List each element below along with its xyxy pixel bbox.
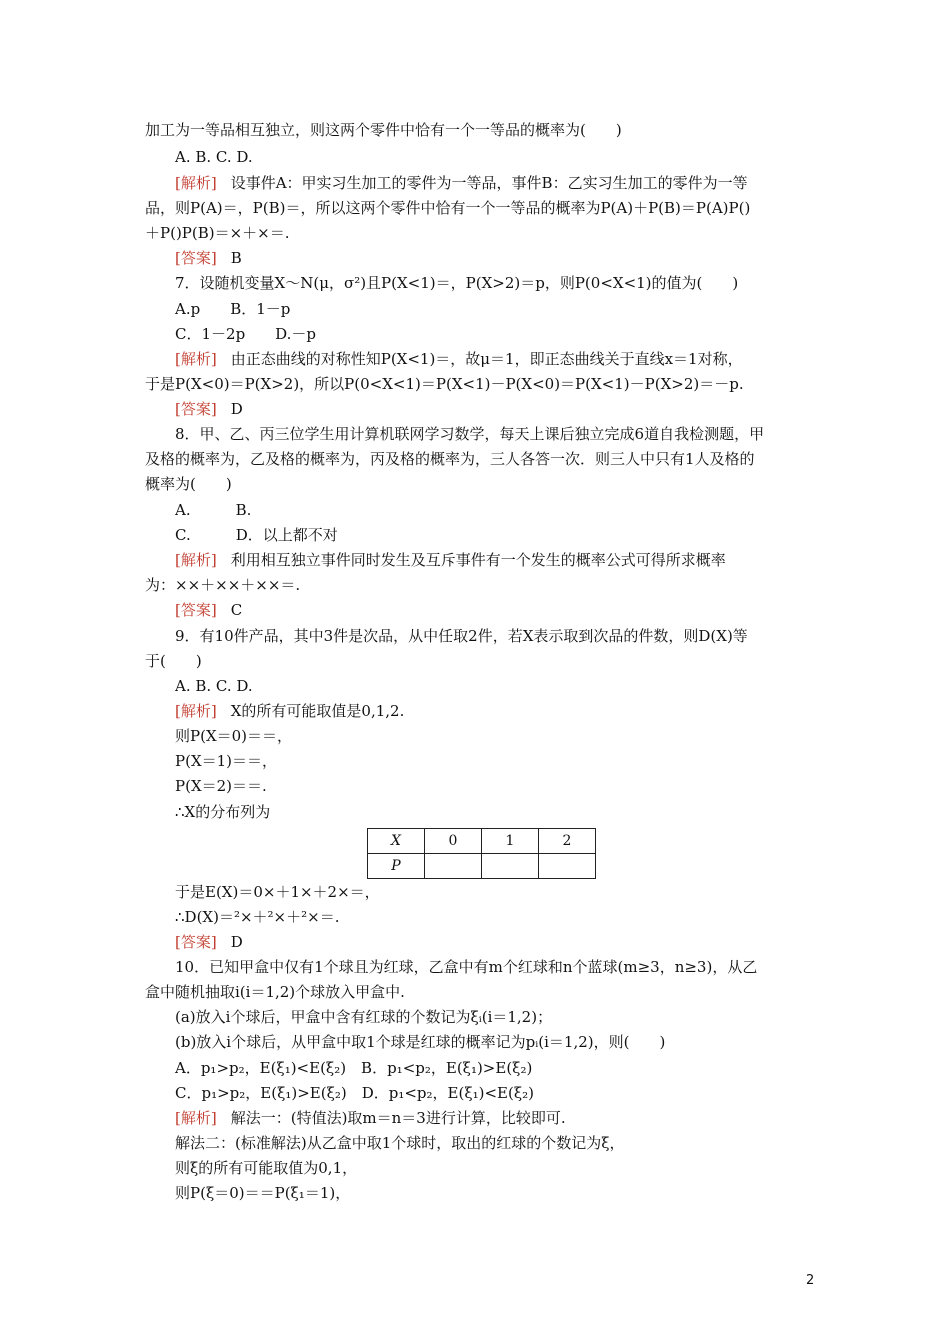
page-number: 2 (806, 1273, 815, 1288)
text-line: P(X＝1)＝＝， (175, 752, 278, 770)
table-row (368, 829, 596, 854)
text-line: 盒中随机抽取i(i＝1,2)个球放入甲盒中. (145, 983, 405, 1001)
text-line: 则ξ的所有可能取值为0,1， (175, 1159, 358, 1177)
answer-line: [答案] B (175, 249, 242, 267)
question-9: 9．有10件产品，其中3件是次品，从中任取2件，若X表示取到次品的件数，则D(X)等 (175, 627, 748, 645)
table-cell: 1 (482, 829, 539, 854)
table-cell: P (368, 854, 425, 879)
options-line: A.p B．1－p (175, 300, 291, 318)
analysis-label: [解析] (175, 350, 217, 368)
text-line: 及格的概率为，乙及格的概率为，丙及格的概率为，三人各答一次．则三人中只有1人及格的 (145, 450, 755, 468)
distribution-table (367, 828, 596, 879)
answer-line: [答案] C (175, 601, 243, 619)
question-10: 10．已知甲盒中仅有1个球且为红球，乙盒中有m个红球和n个蓝球(m≥3，n≥3)，从乙 (175, 958, 758, 976)
text-line: 为：××＋××＋××＝. (145, 576, 301, 594)
table-row (368, 854, 596, 879)
analysis-label: [解析] (175, 174, 217, 192)
text-line: 则P(X＝0)＝＝， (175, 727, 293, 745)
analysis-line: [解析] 设事件A：甲实习生加工的零件为一等品，事件B：乙实习生加工的零件为一等 (175, 174, 748, 192)
text-line: 于是E(X)＝0×＋1×＋2×＝， (175, 883, 380, 901)
table-cell: X (368, 829, 425, 854)
text-line: 于( ) (145, 652, 202, 670)
text-line: 解法二：(标准解法)从乙盒中取1个球时，取出的红球的个数记为ξ， (175, 1134, 625, 1152)
text-line: ＋P()P(B)＝×＋×＝. (145, 224, 290, 242)
table-cell: 2 (539, 829, 596, 854)
text-line: 概率为( ) (145, 475, 232, 493)
options-line: A. B. (175, 501, 252, 519)
analysis-line: [解析] 解法一：(特值法)取m＝n＝3进行计算，比较即可. (175, 1109, 566, 1127)
text-line: ∴X的分布列为 (175, 803, 271, 821)
text-line: 加工为一等品相互独立，则这两个零件中恰有一个一等品的概率为( ) (145, 121, 622, 139)
table-cell (482, 854, 539, 879)
options-line: C．p₁>p₂，E(ξ₁)>E(ξ₂) D．p₁<p₂，E(ξ₁)<E(ξ₂) (175, 1084, 534, 1102)
options-line: A．p₁>p₂，E(ξ₁)<E(ξ₂) B．p₁<p₂，E(ξ₁)>E(ξ₂) (175, 1059, 533, 1077)
text-line: (a)放入i个球后，甲盒中含有红球的个数记为ξᵢ(i＝1,2)； (175, 1008, 553, 1026)
table-cell (425, 854, 482, 879)
table-cell (539, 854, 596, 879)
options-line: C．1－2p D.－p (175, 325, 317, 343)
table-cell: 0 (425, 829, 482, 854)
answer-label: [答案] (175, 933, 217, 951)
analysis-label: [解析] (175, 1109, 217, 1127)
options-line: C. D．以上都不对 (175, 526, 338, 544)
text-line: (b)放入i个球后，从甲盒中取1个球是红球的概率记为pᵢ(i＝1,2)，则( ) (175, 1033, 666, 1051)
options-line: A. B. C. D. (175, 148, 253, 166)
text-line: ∴D(X)＝²×＋²×＋²×＝. (175, 908, 340, 926)
analysis-label: [解析] (175, 702, 217, 720)
answer-label: [答案] (175, 400, 217, 418)
text-line: 品，则P(A)＝，P(B)＝，所以这两个零件中恰有一个一等品的概率为P(A)＋P(B)＝P(A)P() (145, 199, 751, 217)
answer-label: [答案] (175, 249, 217, 267)
question-7: 7．设随机变量X～N(μ，σ²)且P(X<1)＝，P(X>2)＝p，则P(0<X<1)的值为( ) (175, 274, 739, 292)
answer-line: [答案] D (175, 400, 243, 418)
analysis-line: [解析] X的所有可能取值是0,1,2. (175, 702, 405, 720)
answer-label: [答案] (175, 601, 217, 619)
text-line: P(X＝2)＝＝. (175, 777, 267, 795)
analysis-label: [解析] (175, 551, 217, 569)
options-line: A. B. C. D. (175, 677, 253, 695)
answer-line: [答案] D (175, 933, 243, 951)
analysis-line: [解析] 由正态曲线的对称性知P(X<1)＝，故μ＝1，即正态曲线关于直线x＝1对称， (175, 350, 743, 368)
analysis-line: [解析] 利用相互独立事件同时发生及互斥事件有一个发生的概率公式可得所求概率 (175, 551, 726, 569)
text-line: 则P(ξ＝0)＝＝P(ξ₁＝1)， (175, 1184, 351, 1202)
question-8: 8．甲、乙、丙三位学生用计算机联网学习数学，每天上课后独立完成6道自我检测题，甲 (175, 425, 765, 443)
text-line: 于是P(X<0)＝P(X>2)，所以P(0<X<1)＝P(X<1)－P(X<0)＝P(X<1)－P(X>2)＝－p. (145, 375, 744, 393)
